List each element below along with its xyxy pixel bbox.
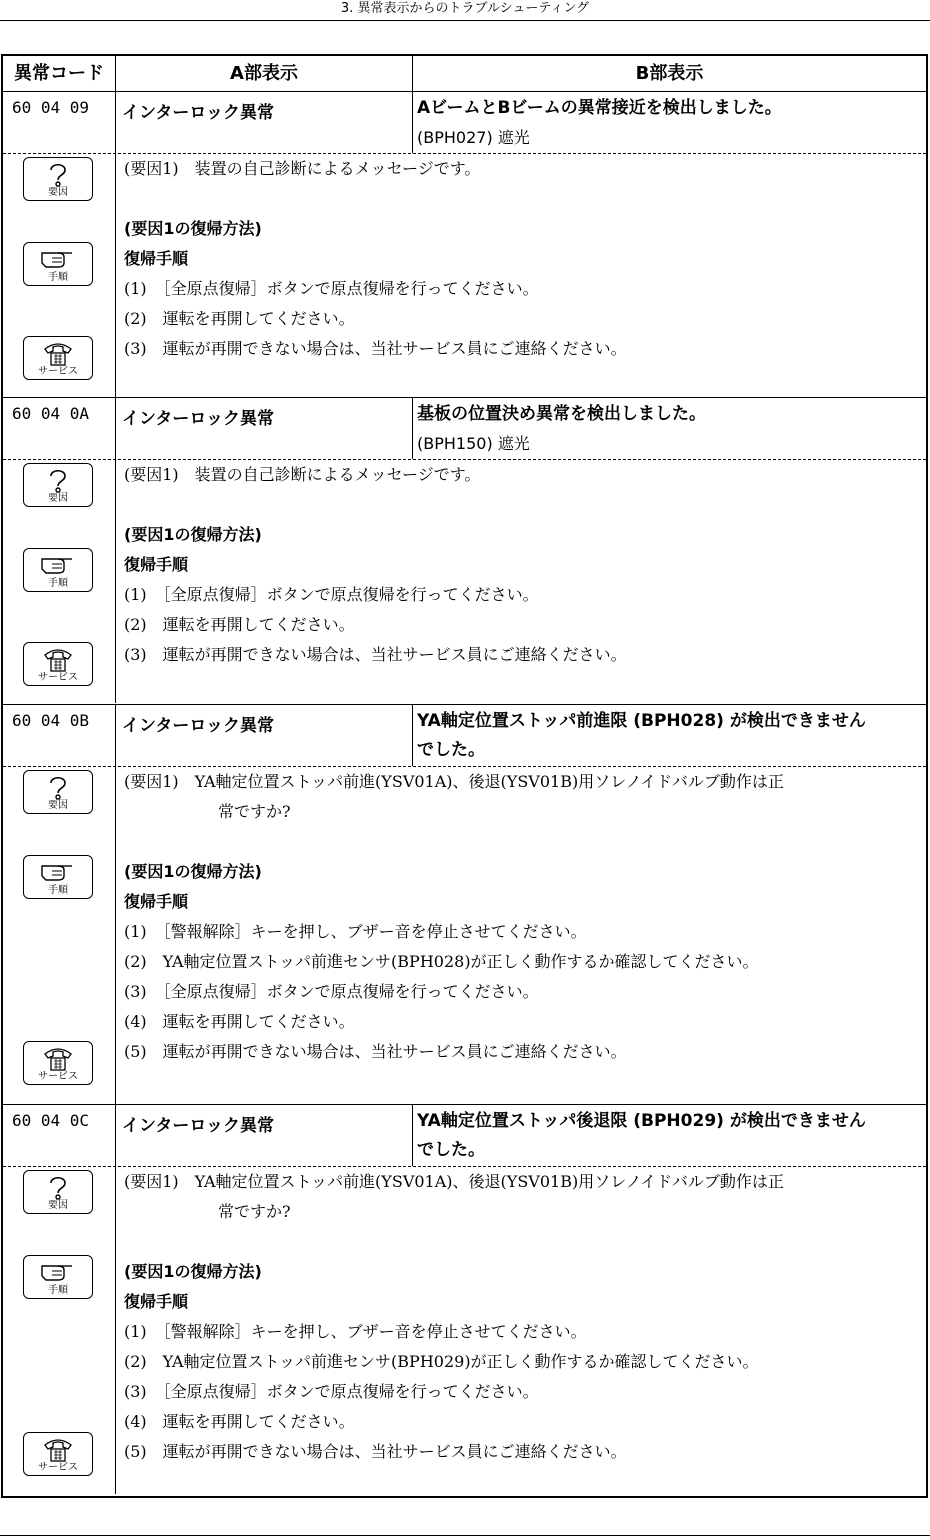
header-b-display: B部表示	[635, 63, 704, 84]
b-display-line1: AビームとBビームの異常接近を検出しました。	[417, 98, 782, 118]
b-display-line2: でした。	[417, 1140, 485, 1160]
procedure-step: (2) YA軸定位置ストッパ前進センサ(BPH028)が正しく動作するか確認してください。	[124, 952, 759, 971]
a-display: インターロック異常	[116, 1105, 413, 1166]
procedure-icon: 手順	[23, 855, 93, 899]
entry-header-row	[3, 1105, 926, 1167]
error-code: 60 04 09	[3, 92, 116, 153]
b-display-line2: でした。	[417, 740, 485, 760]
page-header: 3. 異常表示からのトラブルシューティング	[0, 0, 930, 21]
table-header	[3, 56, 926, 92]
b-display-line1: YA軸定位置ストッパ前進限 (BPH028) が検出できません	[417, 711, 866, 731]
procedure-step: (2) 運転を再開してください。	[124, 615, 355, 634]
error-entry	[3, 705, 926, 1109]
error-code: 60 04 0C	[3, 1105, 116, 1166]
b-display	[413, 705, 926, 766]
b-display	[413, 92, 926, 153]
procedure-step: (2) 運転を再開してください。	[124, 309, 355, 328]
cause-text: (要因1) 装置の自己診断によるメッセージです。	[124, 159, 481, 178]
recovery-title: (要因1の復帰方法)	[124, 862, 262, 881]
error-entry	[3, 398, 926, 703]
procedure-title: 復帰手順	[124, 892, 189, 911]
procedure-step: (5) 運転が再開できない場合は、当社サービス員にご連絡ください。	[124, 1442, 627, 1461]
procedure-step: (1) ［全原点復帰］ボタンで原点復帰を行ってください。	[124, 585, 539, 604]
error-code: 60 04 0A	[3, 398, 116, 459]
procedure-step: (4) 運転を再開してください。	[124, 1012, 355, 1031]
procedure-title: 復帰手順	[124, 555, 189, 574]
footer-rule	[0, 1535, 930, 1536]
icon-column	[3, 460, 116, 703]
entry-header-row	[3, 398, 926, 460]
b-display-line1: 基板の位置決め異常を検出しました。	[417, 404, 706, 424]
header-code: 異常コード	[3, 56, 116, 91]
entry-text	[116, 767, 926, 1067]
a-display: インターロック異常	[116, 92, 413, 153]
a-display: インターロック異常	[116, 705, 413, 766]
procedure-icon: 手順	[23, 242, 93, 286]
b-display	[413, 398, 926, 459]
b-display-line1: YA軸定位置ストッパ後退限 (BPH029) が検出できません	[417, 1111, 866, 1131]
procedure-step: (3) ［全原点復帰］ボタンで原点復帰を行ってください。	[124, 982, 539, 1001]
header-a-display: A部表示	[116, 56, 413, 91]
error-entry	[3, 1105, 926, 1495]
entry-header-row	[3, 92, 926, 154]
procedure-step: (3) 運転が再開できない場合は、当社サービス員にご連絡ください。	[124, 645, 627, 664]
error-code: 60 04 0B	[3, 705, 116, 766]
entry-body	[3, 154, 926, 397]
procedure-step: (2) YA軸定位置ストッパ前進センサ(BPH029)が正しく動作するか確認してください。	[124, 1352, 759, 1371]
cause-text-cont: 常ですか?	[218, 802, 291, 821]
procedure-step: (3) ［全原点復帰］ボタンで原点復帰を行ってください。	[124, 1382, 539, 1401]
procedure-icon: 手順	[23, 548, 93, 592]
entry-body	[3, 460, 926, 703]
entry-body	[3, 1167, 926, 1494]
cause-text: (要因1) 装置の自己診断によるメッセージです。	[124, 465, 481, 484]
procedure-title: 復帰手順	[124, 1292, 189, 1311]
cause-icon: 要因	[23, 463, 93, 507]
service-phone-icon: サービス	[23, 1432, 93, 1476]
cause-icon: 要因	[23, 157, 93, 201]
procedure-step: (1) ［全原点復帰］ボタンで原点復帰を行ってください。	[124, 279, 539, 298]
cause-icon: 要因	[23, 770, 93, 814]
cause-text: (要因1) YA軸定位置ストッパ前進(YSV01A)、後退(YSV01B)用ソレノイドバルブ動作は正	[124, 1172, 784, 1191]
icon-column	[3, 767, 116, 1109]
service-phone-icon: サービス	[23, 642, 93, 686]
recovery-title: (要因1の復帰方法)	[124, 219, 262, 238]
cause-text-cont: 常ですか?	[218, 1202, 291, 1221]
b-display-line2: (BPH150) 遮光	[417, 434, 530, 453]
cause-icon: 要因	[23, 1170, 93, 1214]
procedure-step: (5) 運転が再開できない場合は、当社サービス員にご連絡ください。	[124, 1042, 627, 1061]
error-code-table	[1, 54, 928, 1498]
procedure-step: (1) ［警報解除］キーを押し、ブザー音を停止させてください。	[124, 922, 587, 941]
error-entry	[3, 92, 926, 397]
entry-text	[116, 154, 926, 364]
entry-text	[116, 1167, 926, 1467]
procedure-step: (3) 運転が再開できない場合は、当社サービス員にご連絡ください。	[124, 339, 627, 358]
service-phone-icon: サービス	[23, 336, 93, 380]
recovery-title: (要因1の復帰方法)	[124, 1262, 262, 1281]
icon-column	[3, 154, 116, 397]
entry-text	[116, 460, 926, 670]
b-display-line2: (BPH027) 遮光	[417, 128, 530, 147]
procedure-step: (1) ［警報解除］キーを押し、ブザー音を停止させてください。	[124, 1322, 587, 1341]
entry-body	[3, 767, 926, 1109]
icon-column	[3, 1167, 116, 1494]
recovery-title: (要因1の復帰方法)	[124, 525, 262, 544]
procedure-title: 復帰手順	[124, 249, 189, 268]
cause-text: (要因1) YA軸定位置ストッパ前進(YSV01A)、後退(YSV01B)用ソレノイドバルブ動作は正	[124, 772, 784, 791]
procedure-step: (4) 運転を再開してください。	[124, 1412, 355, 1431]
b-display	[413, 1105, 926, 1166]
service-phone-icon: サービス	[23, 1041, 93, 1085]
procedure-icon: 手順	[23, 1255, 93, 1299]
entry-header-row	[3, 705, 926, 767]
a-display: インターロック異常	[116, 398, 413, 459]
